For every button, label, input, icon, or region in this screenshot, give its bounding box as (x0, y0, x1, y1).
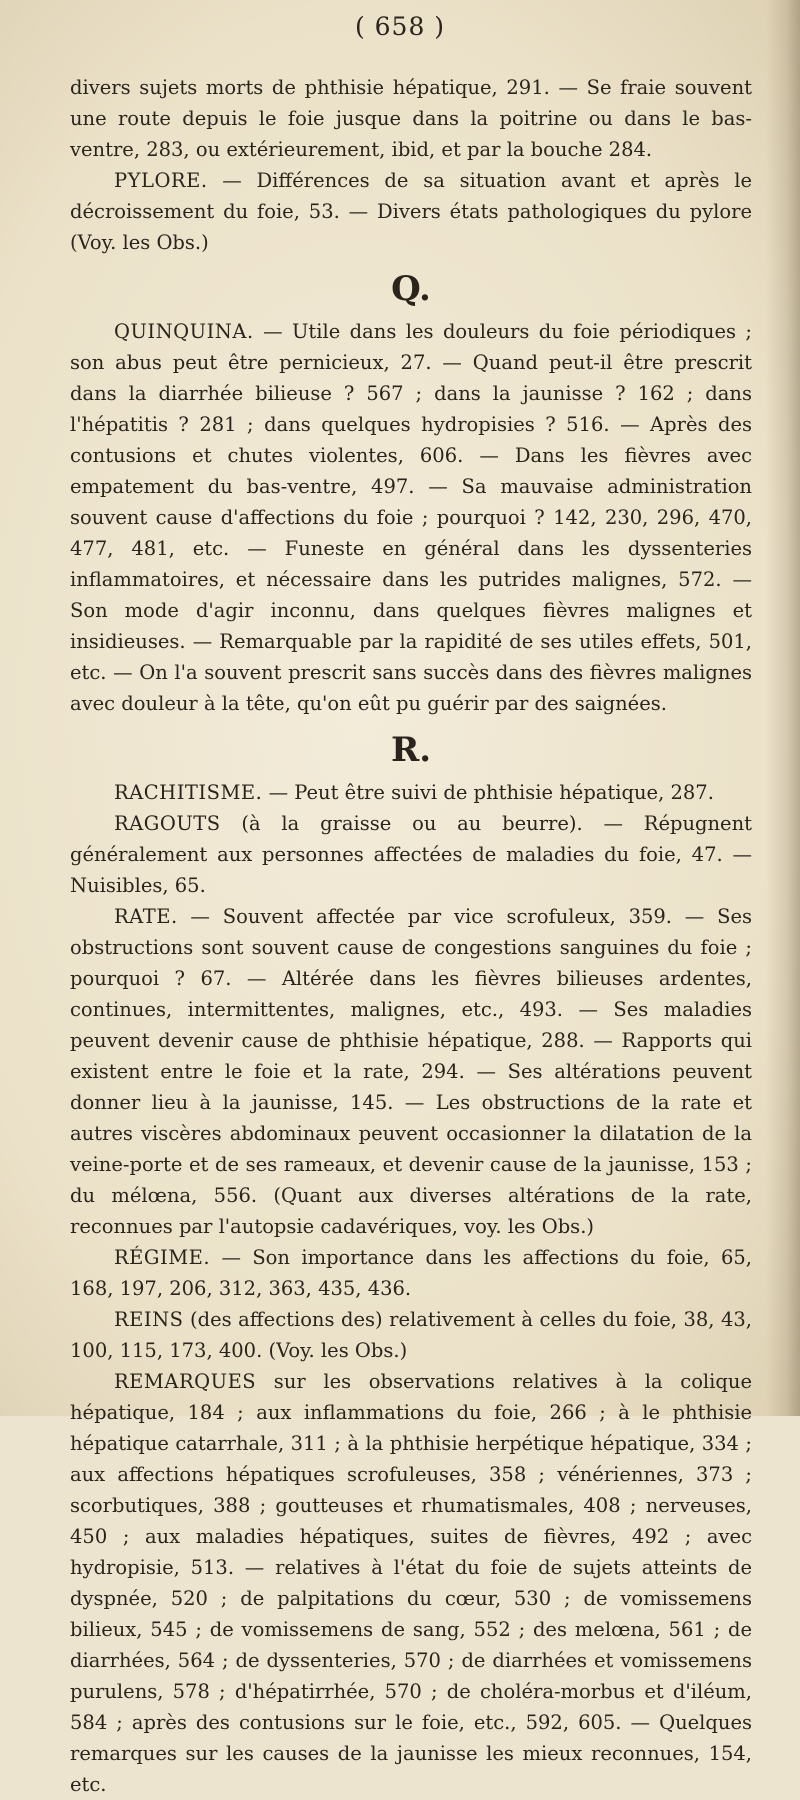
section-letter-r: R. (390, 730, 432, 770)
entry-rachitisme (70, 777, 752, 808)
entry-body: — Son importance dans les affections du foie, 65, 168, 197, 206, 312, 363, 435, 436. (70, 1246, 752, 1300)
entry-rate (70, 901, 752, 1242)
page-number: ( 658 ) (354, 12, 446, 41)
entry-quinquina (70, 316, 752, 719)
entry-body: — Souvent affectée par vice scrofuleux, 359. — Ses obstructions sont souvent cause de congestions sanguines du foie ; pourquoi ? 67. — Altérée dans les fièvres bilieuses ardentes, continues, intermittentes, malignes, etc., 493. — Ses maladies peuvent devenir cause de phthisie hépatique, 288. — Rapports qui existent entre le foie et la rate, 294. — Ses altérations peuvent donner lieu à la jaunisse, 145. — Les obstructions de la rate et autres viscères abdominaux peuvent occasionner la dilatation de la veine-porte et de ses rameaux, et devenir cause de la jaunisse, 153 ; du mélœna, 556. (Quant aux diverses altérations de la rate, reconnues par l'autopsie cadavériques, voy. les Obs.) (70, 905, 752, 1238)
entry-body: — Peut être suivi de phthisie hépatique, 287. (262, 781, 714, 804)
entry-body: (à la graisse ou au beurre). — Répugnent généralement aux personnes affectées de maladies du foie, 47. — Nuisibles, 65. (70, 812, 752, 897)
entry-body: sur les observations relatives à la colique hépatique, 184 ; aux inflammations du foie, 266 ; à le phthisie hépatique catarrhale, 311 ; à la phthisie herpétique hépatique, 334 ; aux affections hépatiques scrofuleuses, 358 ; vénériennes, 373 ; scorbutiques, 388 ; goutteuses et rhumatismales, 408 ; nerveuses, 450 ; aux maladies hépatiques, suites de fièvres, 492 ; avec hydropisie, 513. — relatives à l'état du foie de sujets atteints de dyspnée, 520 ; de palpitations du cœur, 530 ; de vomissemens bilieux, 545 ; de vomissemens de sang, 552 ; des melœna, 561 ; de diarrhées, 564 ; de dyssenteries, 570 ; de diarrhées et vomissemens purulens, 578 ; d'hépatirrhée, 570 ; de choléra-morbus et d'iléum, 584 ; après des contusions sur le foie, etc., 592, 605. — Quelques remarques sur les causes de la jaunisse les mieux reconnues, 154, etc. (70, 1370, 752, 1796)
entry-head: RATE. (114, 905, 178, 928)
entry-regime (70, 1242, 752, 1304)
entry-head: RAGOUTS (114, 812, 221, 835)
entry-pylore (70, 165, 752, 258)
entry-head: PYLORE. (114, 169, 208, 192)
entry-body: — Utile dans les douleurs du foie périodiques ; son abus peut être pernicieux, 27. — Quand peut-il être prescrit dans la diarrhée bilieuse ? 567 ; dans la jaunisse ? 162 ; dans l'hépatitis ? 281 ; dans quelques hydropisies ? 516. — Après des contusions et chutes violentes, 606. — Dans les fièvres avec empatement du bas-ventre, 497. — Sa mauvaise administration souvent cause d'affections du foie ; pourquoi ? 142, 230, 296, 470, 477, 481, etc. — Funeste en général dans les dyssenteries inflammatoires, et nécessaire dans les putrides malignes, 572. — Son mode d'agir inconnu, dans quelques fièvres malignes et insidieuses. — Remarquable par la rapidité de ses utiles effets, 501, etc. — On l'a souvent prescrit sans succès dans des fièvres malignes avec douleur à la tête, qu'on eût pu guérir par des saignées. (70, 320, 752, 715)
entry-continued: divers sujets morts de phthisie hépatique, 291. — Se fraie souvent une route depuis le foie jusque dans la poitrine ou dans le bas-ventre, 283, ou extérieurement, ibid, et par la bouche 284. (70, 76, 752, 161)
index-text (70, 72, 752, 1800)
section-letter-q: Q. (391, 269, 431, 309)
entry-ragouts (70, 808, 752, 901)
entry-head: REMARQUES (114, 1370, 257, 1393)
entry-body: (des affections des) relativement à celles du foie, 38, 43, 100, 115, 173, 400. (Voy. les Obs.) (70, 1308, 752, 1362)
entry-head: RÉGIME. (114, 1246, 211, 1269)
entry-reins (70, 1304, 752, 1366)
entry-head: REINS (114, 1308, 184, 1331)
entry-remarques (70, 1366, 752, 1800)
page-edge-shadow (766, 0, 800, 1416)
entry-head: QUINQUINA. (114, 320, 254, 343)
entry-body: — Différences de sa situation avant et après le décroissement du foie, 53. — Divers états pathologiques du pylore (Voy. les Obs.) (70, 169, 752, 254)
entry-head: RACHITISME. (114, 781, 263, 804)
